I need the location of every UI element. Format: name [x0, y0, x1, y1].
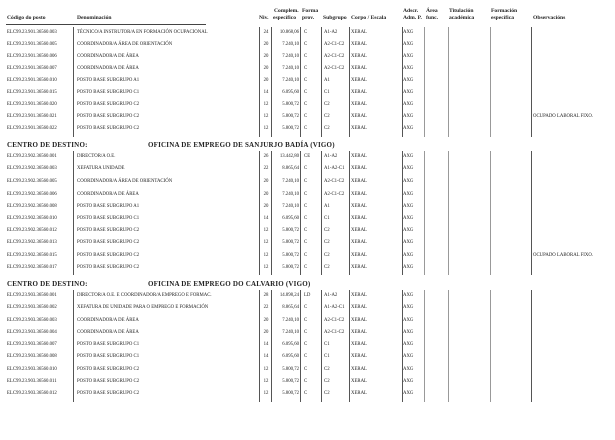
cell-adscr: AXG — [403, 126, 414, 131]
cell-denominacion: POSTO BASE SUBGRUPO C2 — [77, 367, 140, 372]
cell-niv: 20 — [263, 78, 269, 83]
cell-adscr: AXG — [403, 379, 414, 384]
centro-destino-label: CENTRO DE DESTINO: — [7, 141, 88, 149]
cell-complem: 7.240,10 — [282, 330, 299, 335]
cell-forma: C — [304, 192, 308, 197]
table-row — [0, 51, 615, 63]
cell-complem: 7.240,10 — [282, 179, 299, 184]
cell-corpo: XERAL — [351, 265, 367, 270]
cell-subgrupo: C2 — [324, 114, 330, 119]
cell-denominacion: POSTO BASE SUBGRUPO A1 — [77, 78, 140, 83]
cell-adscr: AXG — [403, 102, 414, 107]
cell-niv: 26 — [263, 154, 269, 159]
cell-forma: C — [304, 30, 308, 35]
cell-observacions: OCUPADO LABORAL FIXO. — [533, 253, 594, 258]
cell-subgrupo: C2 — [324, 265, 330, 270]
cell-codigo: ELC99.23.901.36560.022 — [7, 126, 57, 131]
cell-niv: 22 — [263, 305, 269, 310]
table-row — [0, 163, 615, 175]
header-codigo: Código do posto — [7, 15, 46, 21]
cell-corpo: XERAL — [351, 179, 367, 184]
cell-niv: 12 — [263, 114, 269, 119]
cell-subgrupo: A1 — [324, 204, 330, 209]
cell-denominacion: XEFATURA UNIDADE — [77, 166, 125, 171]
table-row — [0, 151, 615, 163]
cell-forma: C — [304, 179, 308, 184]
cell-forma: C — [304, 379, 308, 384]
table-row — [0, 364, 615, 376]
cell-codigo: ELC99.23.902.36560.013 — [7, 240, 57, 245]
cell-niv: 12 — [263, 240, 269, 245]
cell-codigo: ELC99.23.902.36560.010 — [7, 216, 57, 221]
cell-subgrupo: A1 — [324, 78, 330, 83]
cell-corpo: XERAL — [351, 54, 367, 59]
cell-subgrupo: A2-C1-C2 — [324, 66, 345, 71]
cell-subgrupo: C1 — [324, 90, 330, 95]
cell-adscr: AXG — [403, 179, 414, 184]
cell-codigo: ELC99.23.903.36560.002 — [7, 305, 57, 310]
cell-adscr: AXG — [403, 391, 414, 396]
table-row — [0, 290, 615, 302]
cell-denominacion: COORDINADOR/A DE ÁREA — [77, 192, 139, 197]
header-corpo: Corpo / Escala — [351, 15, 387, 21]
cell-complem: 5.800,72 — [282, 102, 299, 107]
cell-subgrupo: A2-C1-C2 — [324, 42, 345, 47]
cell-niv: 22 — [263, 166, 269, 171]
cell-codigo: ELC99.23.903.36560.003 — [7, 318, 57, 323]
cell-subgrupo: C2 — [324, 253, 330, 258]
cell-forma: C — [304, 102, 308, 107]
cell-niv: 20 — [263, 42, 269, 47]
cell-subgrupo: C1 — [324, 216, 330, 221]
cell-codigo: ELC99.23.902.36560.005 — [7, 179, 57, 184]
cell-codigo: ELC99.23.902.36560.006 — [7, 192, 57, 197]
cell-corpo: XERAL — [351, 253, 367, 258]
cell-niv: 20 — [263, 54, 269, 59]
table-row — [0, 123, 615, 135]
cell-forma: C — [304, 305, 308, 310]
header-denominacion: Denominación — [77, 15, 112, 21]
table-row — [0, 201, 615, 213]
cell-denominacion: COORDINADOR/A ÁREA DE ORIENTACIÓN — [77, 42, 173, 47]
cell-forma: C — [304, 228, 308, 233]
cell-niv: 28 — [263, 293, 269, 298]
cell-niv: 14 — [263, 354, 269, 359]
cell-codigo: ELC99.23.903.36560.010 — [7, 367, 57, 372]
cell-codigo: ELC99.23.903.36560.012 — [7, 391, 57, 396]
cell-subgrupo: C2 — [324, 379, 330, 384]
table-row — [0, 63, 615, 75]
table-row — [0, 189, 615, 201]
cell-subgrupo: C2 — [324, 240, 330, 245]
cell-codigo: ELC99.23.902.36560.003 — [7, 166, 57, 171]
cell-complem: 5.800,72 — [282, 253, 299, 258]
cell-codigo: ELC99.23.902.36560.001 — [7, 154, 57, 159]
cell-corpo: XERAL — [351, 318, 367, 323]
cell-subgrupo: A1-A2 — [324, 30, 338, 35]
table-row — [0, 87, 615, 99]
cell-forma: C — [304, 240, 308, 245]
cell-observacions: OCUPADO LABORAL FIXO. — [533, 114, 594, 119]
cell-adscr: AXG — [403, 30, 414, 35]
cell-complem: 10.868,06 — [279, 30, 299, 35]
cell-corpo: XERAL — [351, 354, 367, 359]
cell-complem: 6.095,60 — [282, 216, 299, 221]
centro-destino-name: OFICINA DE EMPREGO DO CALVARIO (VIGO) — [148, 280, 311, 288]
header-area-1: Área — [426, 8, 438, 14]
cell-niv: 20 — [263, 66, 269, 71]
cell-forma: C — [304, 354, 308, 359]
cell-subgrupo: A2-C1-C2 — [324, 318, 345, 323]
cell-denominacion: POSTO BASE SUBGRUPO C2 — [77, 379, 140, 384]
cell-complem: 7.240,10 — [282, 192, 299, 197]
cell-codigo: ELC99.23.901.36560.006 — [7, 54, 57, 59]
cell-adscr: AXG — [403, 66, 414, 71]
cell-corpo: XERAL — [351, 391, 367, 396]
cell-denominacion: TÉCNICO/A INSTRUTOR/A EN FORMACIÓN OCUPACIONAL — [77, 30, 208, 35]
cell-subgrupo: C2 — [324, 367, 330, 372]
table-row — [0, 99, 615, 111]
cell-denominacion: POSTO BASE SUBGRUPO A1 — [77, 204, 140, 209]
cell-complem: 5.800,72 — [282, 240, 299, 245]
cell-niv: 20 — [263, 318, 269, 323]
cell-niv: 20 — [263, 192, 269, 197]
cell-subgrupo: A2-C1-C2 — [324, 179, 345, 184]
cell-complem: 7.240,10 — [282, 318, 299, 323]
cell-subgrupo: A2-C1-C2 — [324, 330, 345, 335]
table-row — [0, 339, 615, 351]
cell-complem: 5.800,72 — [282, 228, 299, 233]
cell-codigo: ELC99.23.901.36560.021 — [7, 114, 57, 119]
cell-denominacion: POSTO BASE SUBGRUPO C2 — [77, 391, 140, 396]
cell-denominacion: COORDINADOR/A DE ÁREA — [77, 330, 139, 335]
cell-forma: C — [304, 166, 308, 171]
table-row — [0, 250, 615, 262]
cell-niv: 12 — [263, 379, 269, 384]
cell-forma: C — [304, 265, 308, 270]
cell-adscr: AXG — [403, 114, 414, 119]
cell-corpo: XERAL — [351, 154, 367, 159]
cell-forma: C — [304, 318, 308, 323]
cell-subgrupo: A2-C1-C2 — [324, 54, 345, 59]
cell-adscr: AXG — [403, 154, 414, 159]
cell-complem: 5.800,72 — [282, 265, 299, 270]
cell-corpo: XERAL — [351, 192, 367, 197]
cell-corpo: XERAL — [351, 228, 367, 233]
header-adscr-2: Adm. P. — [403, 15, 422, 21]
cell-adscr: AXG — [403, 240, 414, 245]
cell-niv: 24 — [263, 30, 269, 35]
cell-forma: C — [304, 342, 308, 347]
header-underline — [6, 24, 206, 25]
centro-destino-label: CENTRO DE DESTINO: — [7, 280, 88, 288]
cell-codigo: ELC99.23.902.36560.012 — [7, 228, 57, 233]
cell-corpo: XERAL — [351, 240, 367, 245]
cell-subgrupo: C2 — [324, 102, 330, 107]
cell-codigo: ELC99.23.902.36560.008 — [7, 204, 57, 209]
cell-codigo: ELC99.23.903.36560.001 — [7, 293, 57, 298]
table-row — [0, 75, 615, 87]
cell-denominacion: POSTO BASE SUBGRUPO C2 — [77, 228, 140, 233]
cell-corpo: XERAL — [351, 204, 367, 209]
table-row — [0, 39, 615, 51]
cell-denominacion: POSTO BASE SUBGRUPO C2 — [77, 253, 140, 258]
cell-adscr: AXG — [403, 54, 414, 59]
cell-complem: 6.095,60 — [282, 90, 299, 95]
cell-denominacion: POSTO BASE SUBGRUPO C2 — [77, 126, 140, 131]
cell-subgrupo: A1-A2 — [324, 154, 338, 159]
table-row — [0, 262, 615, 274]
cell-corpo: XERAL — [351, 379, 367, 384]
cell-forma: C — [304, 90, 308, 95]
table-row — [0, 376, 615, 388]
cell-subgrupo: A2-C1-C2 — [324, 192, 345, 197]
cell-niv: 20 — [263, 204, 269, 209]
cell-subgrupo: C1 — [324, 354, 330, 359]
cell-forma: CE — [304, 154, 311, 159]
cell-forma: C — [304, 330, 308, 335]
cell-adscr: AXG — [403, 42, 414, 47]
cell-adscr: AXG — [403, 78, 414, 83]
cell-adscr: AXG — [403, 354, 414, 359]
cell-codigo: ELC99.23.902.36560.015 — [7, 253, 57, 258]
cell-forma: C — [304, 66, 308, 71]
cell-denominacion: XEFATURA DE UNIDADE PARA O EMPREGO E FORMACIÓN — [77, 305, 209, 310]
cell-niv: 12 — [263, 391, 269, 396]
cell-forma: C — [304, 114, 308, 119]
cell-denominacion: DIRECTOR/A O.E. — [77, 154, 116, 159]
table-row — [0, 176, 615, 188]
header-subgrupo: Subgrupo — [323, 15, 347, 21]
cell-denominacion: POSTO BASE SUBGRUPO C2 — [77, 265, 140, 270]
cell-forma: C — [304, 78, 308, 83]
cell-forma: C — [304, 216, 308, 221]
table-row — [0, 351, 615, 363]
cell-corpo: XERAL — [351, 90, 367, 95]
cell-corpo: XERAL — [351, 126, 367, 131]
cell-complem: 13.442,80 — [279, 154, 299, 159]
cell-complem: 7.240,10 — [282, 66, 299, 71]
cell-adscr: AXG — [403, 216, 414, 221]
cell-denominacion: COORDINADOR/A DE ÁREA — [77, 54, 139, 59]
cell-denominacion: COORDINADOR/A DE ÁREA — [77, 66, 139, 71]
cell-complem: 5.800,72 — [282, 379, 299, 384]
cell-codigo: ELC99.23.903.36560.008 — [7, 354, 57, 359]
cell-adscr: AXG — [403, 204, 414, 209]
cell-complem: 14.898,24 — [279, 293, 299, 298]
cell-adscr: AXG — [403, 330, 414, 335]
header-area-2: func. — [426, 15, 438, 21]
cell-denominacion: POSTO BASE SUBGRUPO C2 — [77, 240, 140, 245]
cell-codigo: ELC99.23.901.36560.010 — [7, 78, 57, 83]
cell-complem: 6.095,60 — [282, 342, 299, 347]
cell-corpo: XERAL — [351, 367, 367, 372]
cell-forma: C — [304, 204, 308, 209]
cell-adscr: AXG — [403, 192, 414, 197]
cell-adscr: AXG — [403, 253, 414, 258]
cell-denominacion: COORDINADOR/A ÁREA DE ORIENTACIÓN — [77, 179, 173, 184]
cell-complem: 8.865,64 — [282, 305, 299, 310]
header-forma-2: prov. — [302, 15, 315, 21]
cell-complem: 6.095,60 — [282, 354, 299, 359]
cell-niv: 12 — [263, 367, 269, 372]
header-niv: Niv. — [259, 15, 269, 21]
cell-corpo: XERAL — [351, 66, 367, 71]
table-row — [0, 315, 615, 327]
cell-subgrupo: C2 — [324, 228, 330, 233]
cell-forma: C — [304, 42, 308, 47]
header-adscr-1: Adscr. — [403, 8, 419, 14]
cell-adscr: AXG — [403, 367, 414, 372]
header-titulacion-1: Titulación — [449, 8, 474, 14]
cell-forma: C — [304, 253, 308, 258]
table-row — [0, 213, 615, 225]
cell-subgrupo: C2 — [324, 391, 330, 396]
cell-complem: 8.865,64 — [282, 166, 299, 171]
cell-niv: 20 — [263, 330, 269, 335]
cell-subgrupo: A1-A2-C1 — [324, 166, 345, 171]
cell-complem: 5.800,72 — [282, 391, 299, 396]
cell-niv: 14 — [263, 90, 269, 95]
cell-codigo: ELC99.23.901.36560.015 — [7, 90, 57, 95]
cell-codigo: ELC99.23.902.36560.017 — [7, 265, 57, 270]
header-titulacion-2: académica — [449, 15, 475, 21]
cell-codigo: ELC99.23.901.36560.007 — [7, 66, 57, 71]
cell-niv: 14 — [263, 216, 269, 221]
cell-forma: C — [304, 126, 308, 131]
cell-denominacion: POSTO BASE SUBGRUPO C1 — [77, 354, 140, 359]
cell-corpo: XERAL — [351, 330, 367, 335]
cell-corpo: XERAL — [351, 30, 367, 35]
table-row — [0, 237, 615, 249]
cell-adscr: AXG — [403, 166, 414, 171]
cell-codigo: ELC99.23.901.36560.005 — [7, 42, 57, 47]
cell-subgrupo: C1 — [324, 342, 330, 347]
cell-codigo: ELC99.23.903.36560.007 — [7, 342, 57, 347]
cell-complem: 5.800,72 — [282, 126, 299, 131]
cell-adscr: AXG — [403, 228, 414, 233]
table-row — [0, 302, 615, 314]
cell-adscr: AXG — [403, 305, 414, 310]
cell-denominacion: POSTO BASE SUBGRUPO C2 — [77, 114, 140, 119]
cell-corpo: XERAL — [351, 166, 367, 171]
cell-subgrupo: C2 — [324, 126, 330, 131]
cell-denominacion: POSTO BASE SUBGRUPO C1 — [77, 90, 140, 95]
table-row — [0, 27, 615, 39]
cell-forma: C — [304, 367, 308, 372]
cell-corpo: XERAL — [351, 342, 367, 347]
cell-subgrupo: A1-A2 — [324, 293, 338, 298]
cell-adscr: AXG — [403, 265, 414, 270]
header-observacions: Observacións — [533, 15, 566, 21]
table-row — [0, 111, 615, 123]
table-row — [0, 388, 615, 400]
cell-niv: 14 — [263, 342, 269, 347]
cell-denominacion: POSTO BASE SUBGRUPO C1 — [77, 216, 140, 221]
cell-complem: 5.800,72 — [282, 114, 299, 119]
cell-corpo: XERAL — [351, 78, 367, 83]
cell-forma: C — [304, 54, 308, 59]
cell-corpo: XERAL — [351, 216, 367, 221]
cell-corpo: XERAL — [351, 305, 367, 310]
cell-niv: 12 — [263, 253, 269, 258]
cell-codigo: ELC99.23.901.36560.020 — [7, 102, 57, 107]
cell-adscr: AXG — [403, 90, 414, 95]
cell-denominacion: COORDINADOR/A DE ÁREA — [77, 318, 139, 323]
cell-corpo: XERAL — [351, 42, 367, 47]
cell-corpo: XERAL — [351, 293, 367, 298]
table-row — [0, 327, 615, 339]
cell-codigo: ELC99.23.903.36560.011 — [7, 379, 57, 384]
cell-adscr: AXG — [403, 293, 414, 298]
header-formacion-2: específica — [491, 15, 514, 21]
cell-complem: 5.800,72 — [282, 367, 299, 372]
header-complem-1: Complem. — [274, 8, 299, 14]
cell-niv: 12 — [263, 126, 269, 131]
cell-denominacion: DIRECTOR/A O.E. E COORDINADOR/A EMPREGO E FORMAC. — [77, 293, 212, 298]
cell-adscr: AXG — [403, 318, 414, 323]
header-complem-2: específico — [273, 15, 296, 21]
cell-denominacion: POSTO BASE SUBGRUPO C2 — [77, 102, 140, 107]
cell-denominacion: POSTO BASE SUBGRUPO C1 — [77, 342, 140, 347]
cell-corpo: XERAL — [351, 114, 367, 119]
header-forma-1: Forma — [302, 8, 319, 14]
cell-complem: 7.240,10 — [282, 54, 299, 59]
header-formacion-1: Formación — [491, 8, 518, 14]
cell-adscr: AXG — [403, 342, 414, 347]
cell-corpo: XERAL — [351, 102, 367, 107]
table-row — [0, 225, 615, 237]
cell-forma: C — [304, 391, 308, 396]
cell-complem: 7.240,10 — [282, 42, 299, 47]
cell-niv: 12 — [263, 228, 269, 233]
cell-niv: 20 — [263, 179, 269, 184]
cell-complem: 7.240,10 — [282, 204, 299, 209]
cell-subgrupo: A1-A2-C1 — [324, 305, 345, 310]
cell-codigo: ELC99.23.901.36560.003 — [7, 30, 57, 35]
cell-niv: 12 — [263, 102, 269, 107]
cell-complem: 7.240,10 — [282, 78, 299, 83]
cell-codigo: ELC99.23.903.36560.004 — [7, 330, 57, 335]
cell-niv: 12 — [263, 265, 269, 270]
centro-destino-name: OFICINA DE EMPREGO DE SANJURJO BADÍA (VIGO) — [148, 141, 335, 149]
cell-forma: LD — [304, 293, 311, 298]
